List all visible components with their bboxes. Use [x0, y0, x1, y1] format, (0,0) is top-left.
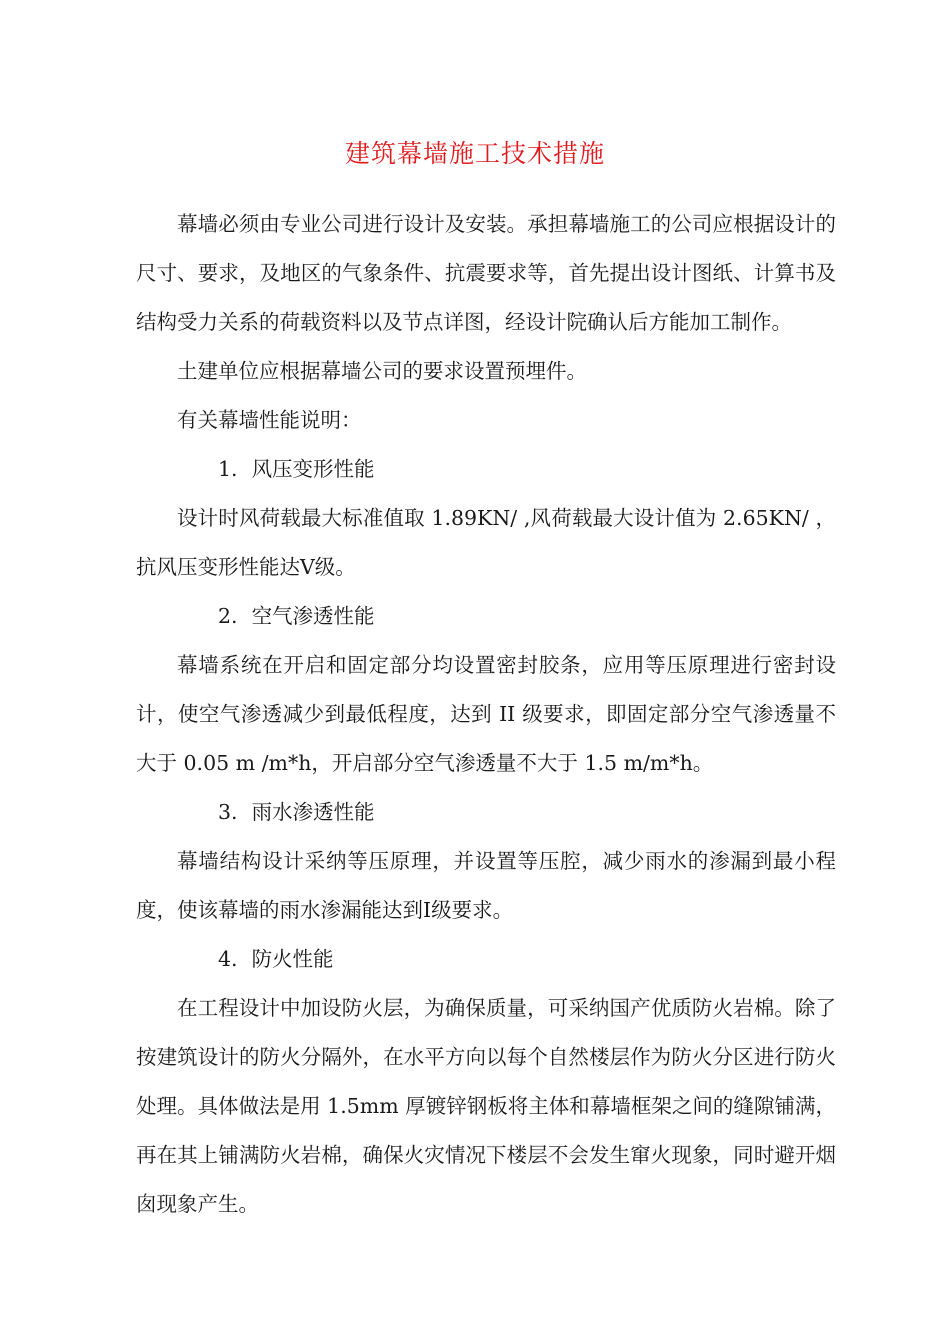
section-text-1: 设计时风荷载最大标准值取 1.89KN/ ,风荷载最大设计值为 2.65KN/ ，抗风压变形性能达Ⅴ级。 — [136, 506, 836, 579]
section-number: 3. — [218, 800, 238, 824]
section-text-3: 幕墙结构设计采纳等压原理，并设置等压腔，减少雨水的渗漏到最小程度，使该幕墙的雨水渗漏能达到Ⅰ级要求。 — [136, 849, 836, 922]
intro-paragraph-1: 幕墙必须由专业公司进行设计及安装。承担幕墙施工的公司应根据设计的尺寸、要求，及地区的气象条件、抗震要求等，首先提出设计图纸、计算书及结构受力关系的荷载资料以及节点详图，经设计院确认后方能加工制作。 — [136, 212, 836, 334]
section-heading-text: 空气渗透性能 — [251, 604, 375, 628]
section-heading-4 — [136, 935, 836, 984]
section-heading-text: 防火性能 — [251, 947, 334, 971]
document-body — [136, 200, 836, 1229]
section-heading-3 — [136, 788, 836, 837]
section-text-2: 幕墙系统在开启和固定部分均设置密封胶条，应用等压原理进行密封设计，使空气渗透减少到最低程度，达到 II 级要求，即固定部分空气渗透量不大于 0.05 m /m*h，开启部分空气渗透量不大于 1.5 m/m*h。 — [136, 653, 836, 775]
section-heading-2 — [136, 592, 836, 641]
section-number: 4. — [218, 947, 238, 971]
section-heading-text: 风压变形性能 — [251, 457, 375, 481]
section-number: 2. — [218, 604, 238, 628]
section-heading-1 — [136, 445, 836, 494]
intro-paragraph-3: 有关幕墙性能说明： — [177, 408, 362, 432]
page-title: 建筑幕墙施工技术措施 — [344, 139, 605, 168]
section-text-4: 在工程设计中加设防火层，为确保质量，可采纳国产优质防火岩棉。除了按建筑设计的防火分隔外，在水平方向以每个自然楼层作为防火分区进行防火处理。具体做法是用 1.5mm 厚镀锌钢板将主体和幕墙框架之间的缝隙铺满，再在其上铺满防火岩棉，确保火灾情况下楼层不会发生窜火现象，同时避开烟囱现象产生。 — [136, 996, 836, 1216]
intro-paragraph-2: 土建单位应根据幕墙公司的要求设置预埋件。 — [177, 359, 587, 383]
section-number: 1. — [218, 457, 238, 481]
section-heading-text: 雨水渗透性能 — [251, 800, 375, 824]
